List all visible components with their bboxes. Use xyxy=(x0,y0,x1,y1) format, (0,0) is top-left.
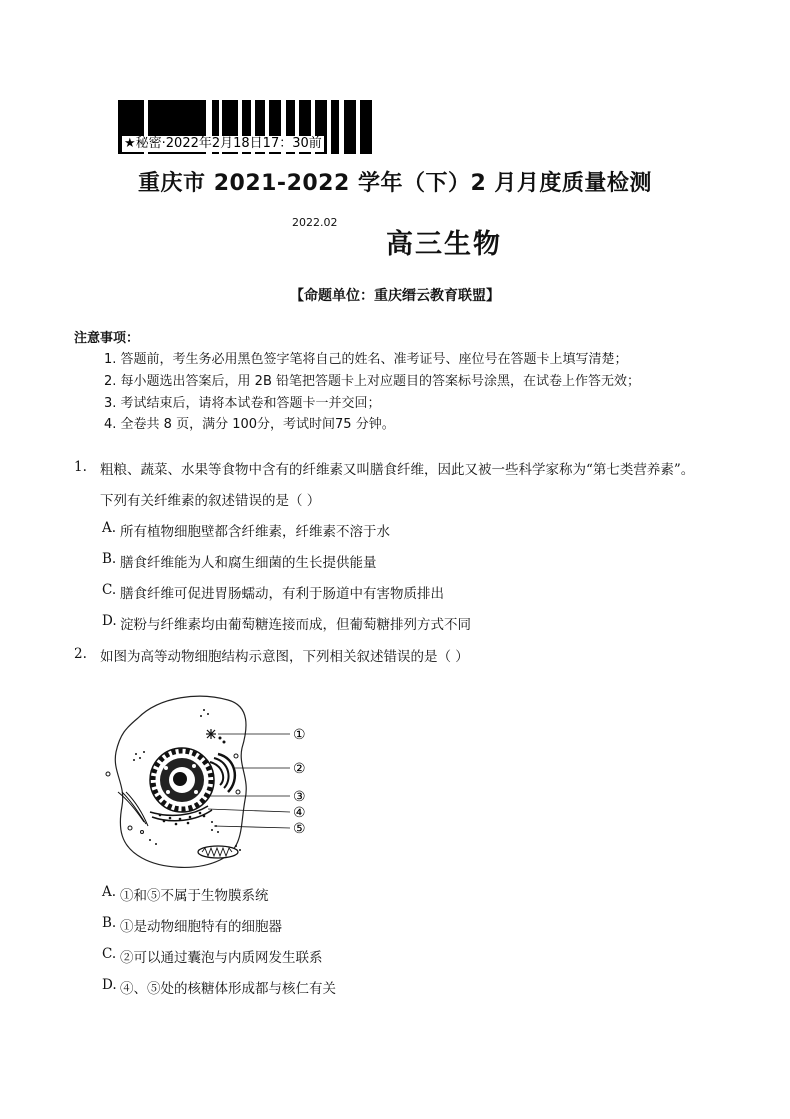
notice-item: 3. 考试结束后，请将本试卷和答题卡一并交回； xyxy=(104,396,381,411)
question-stem: 如图为高等动物细胞结构示意图，下列相关叙述错误的是（ ） xyxy=(100,649,469,665)
confidential-text: ★秘密·2022年2月18日17：30前 xyxy=(124,136,322,151)
option-text: 淀粉与纤维素均由葡萄糖连接而成，但葡萄糖排列方式不同 xyxy=(120,617,471,633)
option-text: 膳食纤维可促进胃肠蠕动，有利于肠道中有害物质排出 xyxy=(120,586,444,602)
option-text: 所有植物细胞壁都含纤维素，纤维素不溶于水 xyxy=(120,524,390,540)
figure-label-5: ⑤ xyxy=(293,821,306,837)
option-letter: D. xyxy=(102,613,117,629)
option-letter: D. xyxy=(102,977,117,993)
question-number: 1. xyxy=(74,459,87,475)
option-letter: A. xyxy=(102,520,117,536)
figure-label-2: ② xyxy=(293,761,306,777)
option-text: ②可以通过囊泡与内质网发生联系 xyxy=(120,950,323,966)
option-letter: A. xyxy=(102,884,117,900)
option-letter: C. xyxy=(102,946,117,962)
notice-item: 4. 全卷共 8 页，满分 100分，考试时间75 分钟。 xyxy=(104,417,395,432)
notice-title: 注意事项： xyxy=(74,331,140,346)
option-text: ④、⑤处的核糖体形成都与核仁有关 xyxy=(120,981,336,997)
notice-item: 2. 每小题选出答案后，用 2B 铅笔把答题卡上对应题目的答案标号涂黑，在试卷上作答无效； xyxy=(104,374,640,389)
question-stem: 粗粮、蔬菜、水果等食物中含有的纤维素又叫膳食纤维，因此又被一些科学家称为“第七类营养素”。 xyxy=(100,462,695,478)
option-text: ①和⑤不属于生物膜系统 xyxy=(120,888,269,904)
option-letter: B. xyxy=(102,915,117,931)
figure-label-4: ④ xyxy=(293,805,306,821)
figure-label-1: ① xyxy=(293,727,306,743)
figure-label-3: ③ xyxy=(293,789,306,805)
exam-title: 重庆市 2021-2022 学年（下）2 月月度质量检测 xyxy=(138,171,652,196)
option-letter: B. xyxy=(102,551,117,567)
exam-subject: 高三生物 xyxy=(386,229,502,260)
exam-date: 2022.02 xyxy=(292,216,338,229)
question-stem-continued: 下列有关纤维素的叙述错误的是（ ） xyxy=(100,493,321,509)
question-number: 2. xyxy=(74,646,87,662)
option-letter: C. xyxy=(102,582,117,598)
option-text: ①是动物细胞特有的细胞器 xyxy=(120,919,282,935)
notice-item: 1. 答题前，考生务必用黑色签字笔将自己的姓名、准考证号、座位号在答题卡上填写清楚； xyxy=(104,352,628,367)
exam-unit: 【命题单位：重庆缙云教育联盟】 xyxy=(290,288,500,304)
option-text: 膳食纤维能为人和腐生细菌的生长提供能量 xyxy=(120,555,377,571)
animal-cell-diagram xyxy=(100,688,330,878)
